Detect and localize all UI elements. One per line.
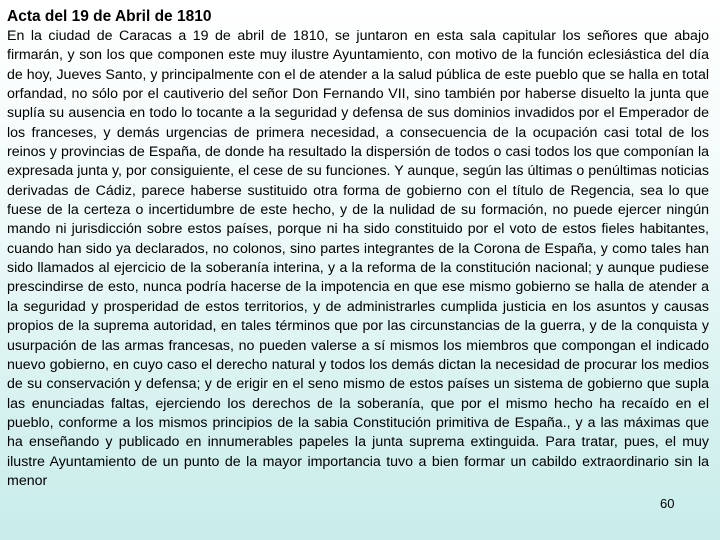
document-body-text: En la ciudad de Caracas a 19 de abril de 1810, se juntaron en esta sala capitular los señores que abajo firmarán, y son los que componen este muy ilustre Ayuntamiento, con motivo de la función eclesiástica del día de hoy, Jueves Santo, y principalmente con el de atender a la salud pública de este pueblo que se halla en total orfandad, no sólo por el cautiverio del señor Don Fernando VII, sino también por haberse disuelto la junta que suplía su ausencia en todo lo tocante a la seguridad y defensa de sus dominios invadidos por el Emperador de los franceses, y demás urgencias de primera necesidad, a consecuencia de la ocupación casi total de los reinos y provincias de España, de donde ha resultado la dispersión de todos o casi todos los que componían la expresada junta y, por consiguiente, el cese de su funciones. Y aunque, según las últimas o penúltimas noticias derivadas de Cádiz, parece haberse sustituido otra forma de gobierno con el título de Regencia, sea lo que fuese de la certeza o incertidumbre de este hecho, y de la nulidad de su formación, no puede ejercer ningún mando ni jurisdicción sobre estos países, porque ni ha sido constituido por el voto de estos fieles habitantes, cuando han sido ya declarados, no colonos, sino partes integrantes de la Corona de España, y como tales han sido llamados al ejercicio de la soberanía interina, y a la reforma de la constitución nacional; y aunque pudiese prescindirse de esto, nunca podría hacerse de la impotencia en que ese mismo gobierno se halla de atender a la seguridad y prosperidad de estos territorios, y de administrarles cumplida justicia en los asuntos y causas propios de la suprema autoridad, en tales términos que por las circunstancias de la guerra, y de la conquista y usurpación de las armas francesas, no pueden valerse a sí mismos los miembros que compongan el indicado nuevo gobierno, en cuyo caso el derecho natural y todos los demás dictan la necesidad de procurar los medios de su conservación y defensa; y de erigir en el seno mismo de estos países un sistema de gobierno que supla las enunciadas faltas, ejerciendo los derechos de la soberanía, que por el mismo hecho ha recaído en el pueblo, conforme a los mismos principios de la sabia Constitución primitiva de España., y a las máximas que ha enseñando y publicado en innumerables papeles la junta suprema extinguida. Para tratar, pues, el muy ilustre Ayuntamiento de un punto de la mayor importancia tuvo a bien formar un cabildo extraordinario sin la menor <box>7 28 709 489</box>
document-title: Acta del 19 de Abril de 1810 <box>7 8 212 25</box>
page-number: 60 <box>660 496 675 511</box>
